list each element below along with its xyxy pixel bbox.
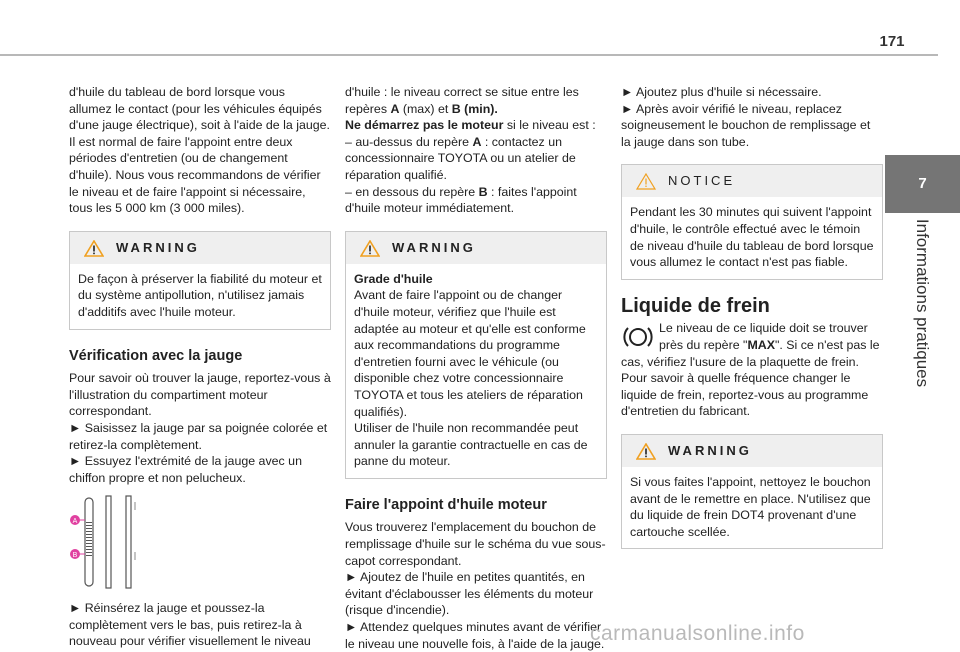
notice-text: Pendant les 30 minutes qui suivent l'appoint d'huile, le contrôle effectué avec le témoin de niveau d'huile du tableau de bord lorsque vous allumez le contact n'est pas fiable. <box>630 205 874 270</box>
paragraph: ► Après avoir vérifié le niveau, replacez soigneusement le bouchon de remplissage et la jauge dans son tube. <box>621 101 871 149</box>
warning-box <box>621 434 883 549</box>
paragraph: Il est normal de faire l'appoint entre deux périodes d'entretien (ou de changement d'huile). Nous vous recommandons de vérifier le niveau et de faire l'appoint si nécessaire, tous les 5 000 km (3 000 miles). <box>69 134 321 216</box>
section-heading: Vérification avec la jauge <box>69 347 243 364</box>
warning-header <box>622 435 882 467</box>
paragraph: ► Ajoutez de l'huile en petites quantités, en évitant d'éclabousser les éléments du moteur (risque d'incendie). <box>345 570 594 618</box>
warning-title: WARNING <box>116 239 200 255</box>
warning-subtitle: Grade d'huile <box>354 271 433 286</box>
paragraph: d'huile : le niveau correct se situe entre les repères A (max) et B (min). <box>345 85 579 116</box>
notice-triangle-icon <box>636 173 656 190</box>
warning-text: Avant de faire l'appoint ou de changer d'huile moteur, vérifiez que l'huile est adaptée au moteur et qu'elle est conforme aux recommandations du programme d'entretien fourni avec le véhicule (ou disponible chez votre concessionnaire TOYOTA et tous les ateliers de réparation qualifiés). <box>354 288 586 419</box>
paragraph: – au-dessus du repère A : contactez un concessionnaire TOYOTA ou un atelier de réparation qualifié. <box>345 134 576 182</box>
chapter-tab-label <box>885 218 960 388</box>
warning-box <box>69 231 331 330</box>
warning-box <box>345 231 607 479</box>
warning-triangle-icon <box>636 443 656 460</box>
marker-a-label: A <box>72 518 78 526</box>
chapter-tab-number[interactable]: 7 <box>885 155 960 213</box>
column-2 <box>345 84 607 652</box>
paragraph: Ne démarrez pas le moteur si le niveau est : <box>345 118 596 133</box>
paragraph: ► Réinsérez la jauge et poussez-la complètement vers le bas, puis retirez-la à nouveau pour vérifier visuellement le niveau <box>69 601 311 649</box>
chapter-title: Informations pratiques <box>913 218 932 388</box>
brake-fluid-block <box>621 320 883 370</box>
paragraph: ► Saisissez la jauge par sa poignée colorée et retirez-la complètement. <box>69 420 328 452</box>
warning-text: Utiliser de l'huile non recommandée peut annuler la garantie contractuelle en cas de panne du moteur. <box>354 421 588 469</box>
notice-header <box>622 165 882 197</box>
column-1 <box>69 84 331 650</box>
warning-triangle-icon <box>84 240 104 257</box>
marker-b-label: B <box>72 552 78 560</box>
paragraph: Le niveau de ce liquide doit se trouver près du repère "MAX". Si ce n'est pas le cas, vérifiez l'usure de la plaquette de frein. <box>621 321 880 369</box>
paragraph: Pour savoir où trouver la jauge, reportez-vous à l'illustration du compartiment moteur correspondant. <box>69 371 331 419</box>
warning-triangle-icon <box>360 240 380 257</box>
paragraph: d'huile du tableau de bord lorsque vous allumez le contact (pour les véhicules équipés d'une jauge électrique), soit à l'aide de la jauge. <box>69 85 330 133</box>
watermark: carmanualsonline.info <box>590 622 805 645</box>
warning-title: WARNING <box>392 239 476 255</box>
brake-warning-icon <box>623 324 653 350</box>
section-heading: Faire l'appoint d'huile moteur <box>345 496 547 513</box>
column-3 <box>621 84 883 549</box>
header-rule <box>0 54 938 56</box>
paragraph: Vous trouverez l'emplacement du bouchon de remplissage d'huile sur le schéma du vue sous-capot correspondant. <box>345 520 606 568</box>
warning-header <box>70 232 330 264</box>
paragraph: ► Attendez quelques minutes avant de vérifier le niveau une nouvelle fois, à l'aide de la jauge. <box>345 620 605 651</box>
paragraph: ► Essuyez l'extrémité de la jauge avec un chiffon propre et non pelucheux. <box>69 454 302 485</box>
notice-box <box>621 164 883 279</box>
warning-text: De façon à préserver la fiabilité du moteur et du système antipollution, n'utilisez jamais d'additifs avec l'huile moteur. <box>78 271 322 319</box>
section-heading: Liquide de frein <box>621 294 770 317</box>
paragraph: – en dessous du repère B : faites l'appoint d'huile moteur immédiatement. <box>345 184 577 216</box>
page-number: 171 <box>879 33 905 50</box>
warning-header <box>346 232 606 264</box>
paragraph: Pour savoir à quelle fréquence changer le liquide de frein, reportez-vous au programme d'entretien du fabricant. <box>621 371 869 419</box>
notice-title: NOTICE <box>668 173 736 189</box>
dipstick-illustration <box>69 492 209 592</box>
paragraph: ► Ajoutez plus d'huile si nécessaire. <box>621 85 822 99</box>
warning-text: Si vous faites l'appoint, nettoyez le bouchon avant de le remettre en place. N'utilisez que du liquide de frein DOT4 provenant d'une cartouche scellée. <box>630 474 871 539</box>
warning-title: WARNING <box>668 442 752 458</box>
